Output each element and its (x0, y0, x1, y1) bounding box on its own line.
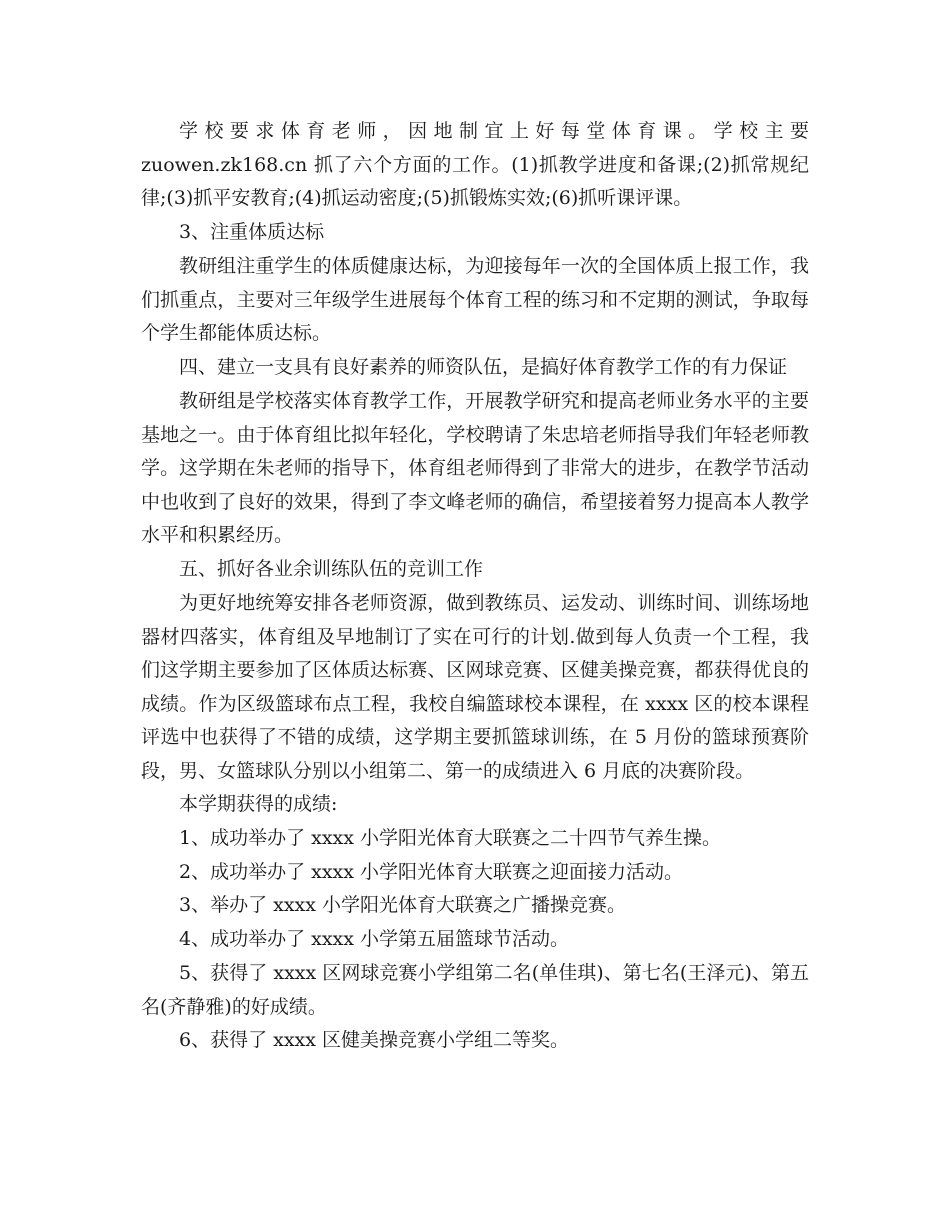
heading-training-teams: 五、抓好各业余训练队伍的竞训工作 (179, 558, 484, 580)
achievement-item-5: 5、获得了 xxxx 区网球竞赛小学组第二名(单佳琪)、第七名(王泽元)、第五名(齐静雅)的好成绩。 (141, 962, 809, 1018)
heading-teacher-team: 四、建立一支具有良好素养的师资队伍，是搞好体育教学工作的有力保证 (179, 356, 788, 378)
heading-achievements: 本学期获得的成绩: (179, 793, 338, 815)
achievement-item-2: 2、成功举办了 xxxx 小学阳光体育大联赛之迎面接力活动。 (179, 861, 684, 883)
paragraph-fitness-standard: 教研组注重学生的体质健康达标，为迎接每年一次的全国体质上报工作，我们抓重点，主要对三年级学生进展每个体育工程的练习和不定期的测试，争取每个学生都能体质达标。 (141, 255, 809, 344)
paragraph-teaching-research: 教研组是学校落实体育教学工作，开展教学研究和提高老师业务水平的主要基地之一。由于体育组比拟年轻化，学校聘请了朱忠培老师指导我们年轻老师教学。这学期在朱老师的指导下，体育组老师得到了非常大的进步，在教学节活动中也收到了良好的效果，得到了李文峰老师的确信，希望接着努力提高本人教学水平和积累经历。 (141, 390, 809, 546)
achievement-item-6: 6、获得了 xxxx 区健美操竞赛小学组二等奖。 (179, 1029, 570, 1051)
paragraph-training-plan: 为更好地统筹安排各老师资源，做到教练员、运发动、训练时间、训练场地器材四落实，体育组及早地制订了实在可行的计划.做到每人负责一个工程，我们这学期主要参加了区体质达标赛、区网球竞赛、区健美操竞赛，都获得优良的成绩。作为区级篮球布点工程，我校自编篮球校本课程，在 xxxx 区的校本课程评选中也获得了不错的成绩，这学期主要抓篮球训练，在 5 月份的篮球预赛阶段，男、女篮球队分别以小组第二、第一的成绩进入 6 月底的决赛阶段。 (141, 592, 809, 782)
heading-physical-fitness: 3、注重体质达标 (179, 221, 325, 243)
achievement-item-3: 3、举办了 xxxx 小学阳光体育大联赛之广播操竞赛。 (179, 894, 627, 916)
achievement-item-4: 4、成功举办了 xxxx 小学第五届篮球节活动。 (179, 928, 570, 950)
paragraph-teaching-work: 学校要求体育老师，因地制宜上好每堂体育课。学校主要 zuowen.zk168.cn 抓了六个方面的工作。(1)抓教学进度和备课;(2)抓常规纪律;(3)抓平安教育;(4)抓运动密度;(5)抓锻炼实效;(6)抓听课评课。 (141, 120, 809, 209)
achievement-item-1: 1、成功举办了 xxxx 小学阳光体育大联赛之二十四节气养生操。 (179, 827, 722, 849)
